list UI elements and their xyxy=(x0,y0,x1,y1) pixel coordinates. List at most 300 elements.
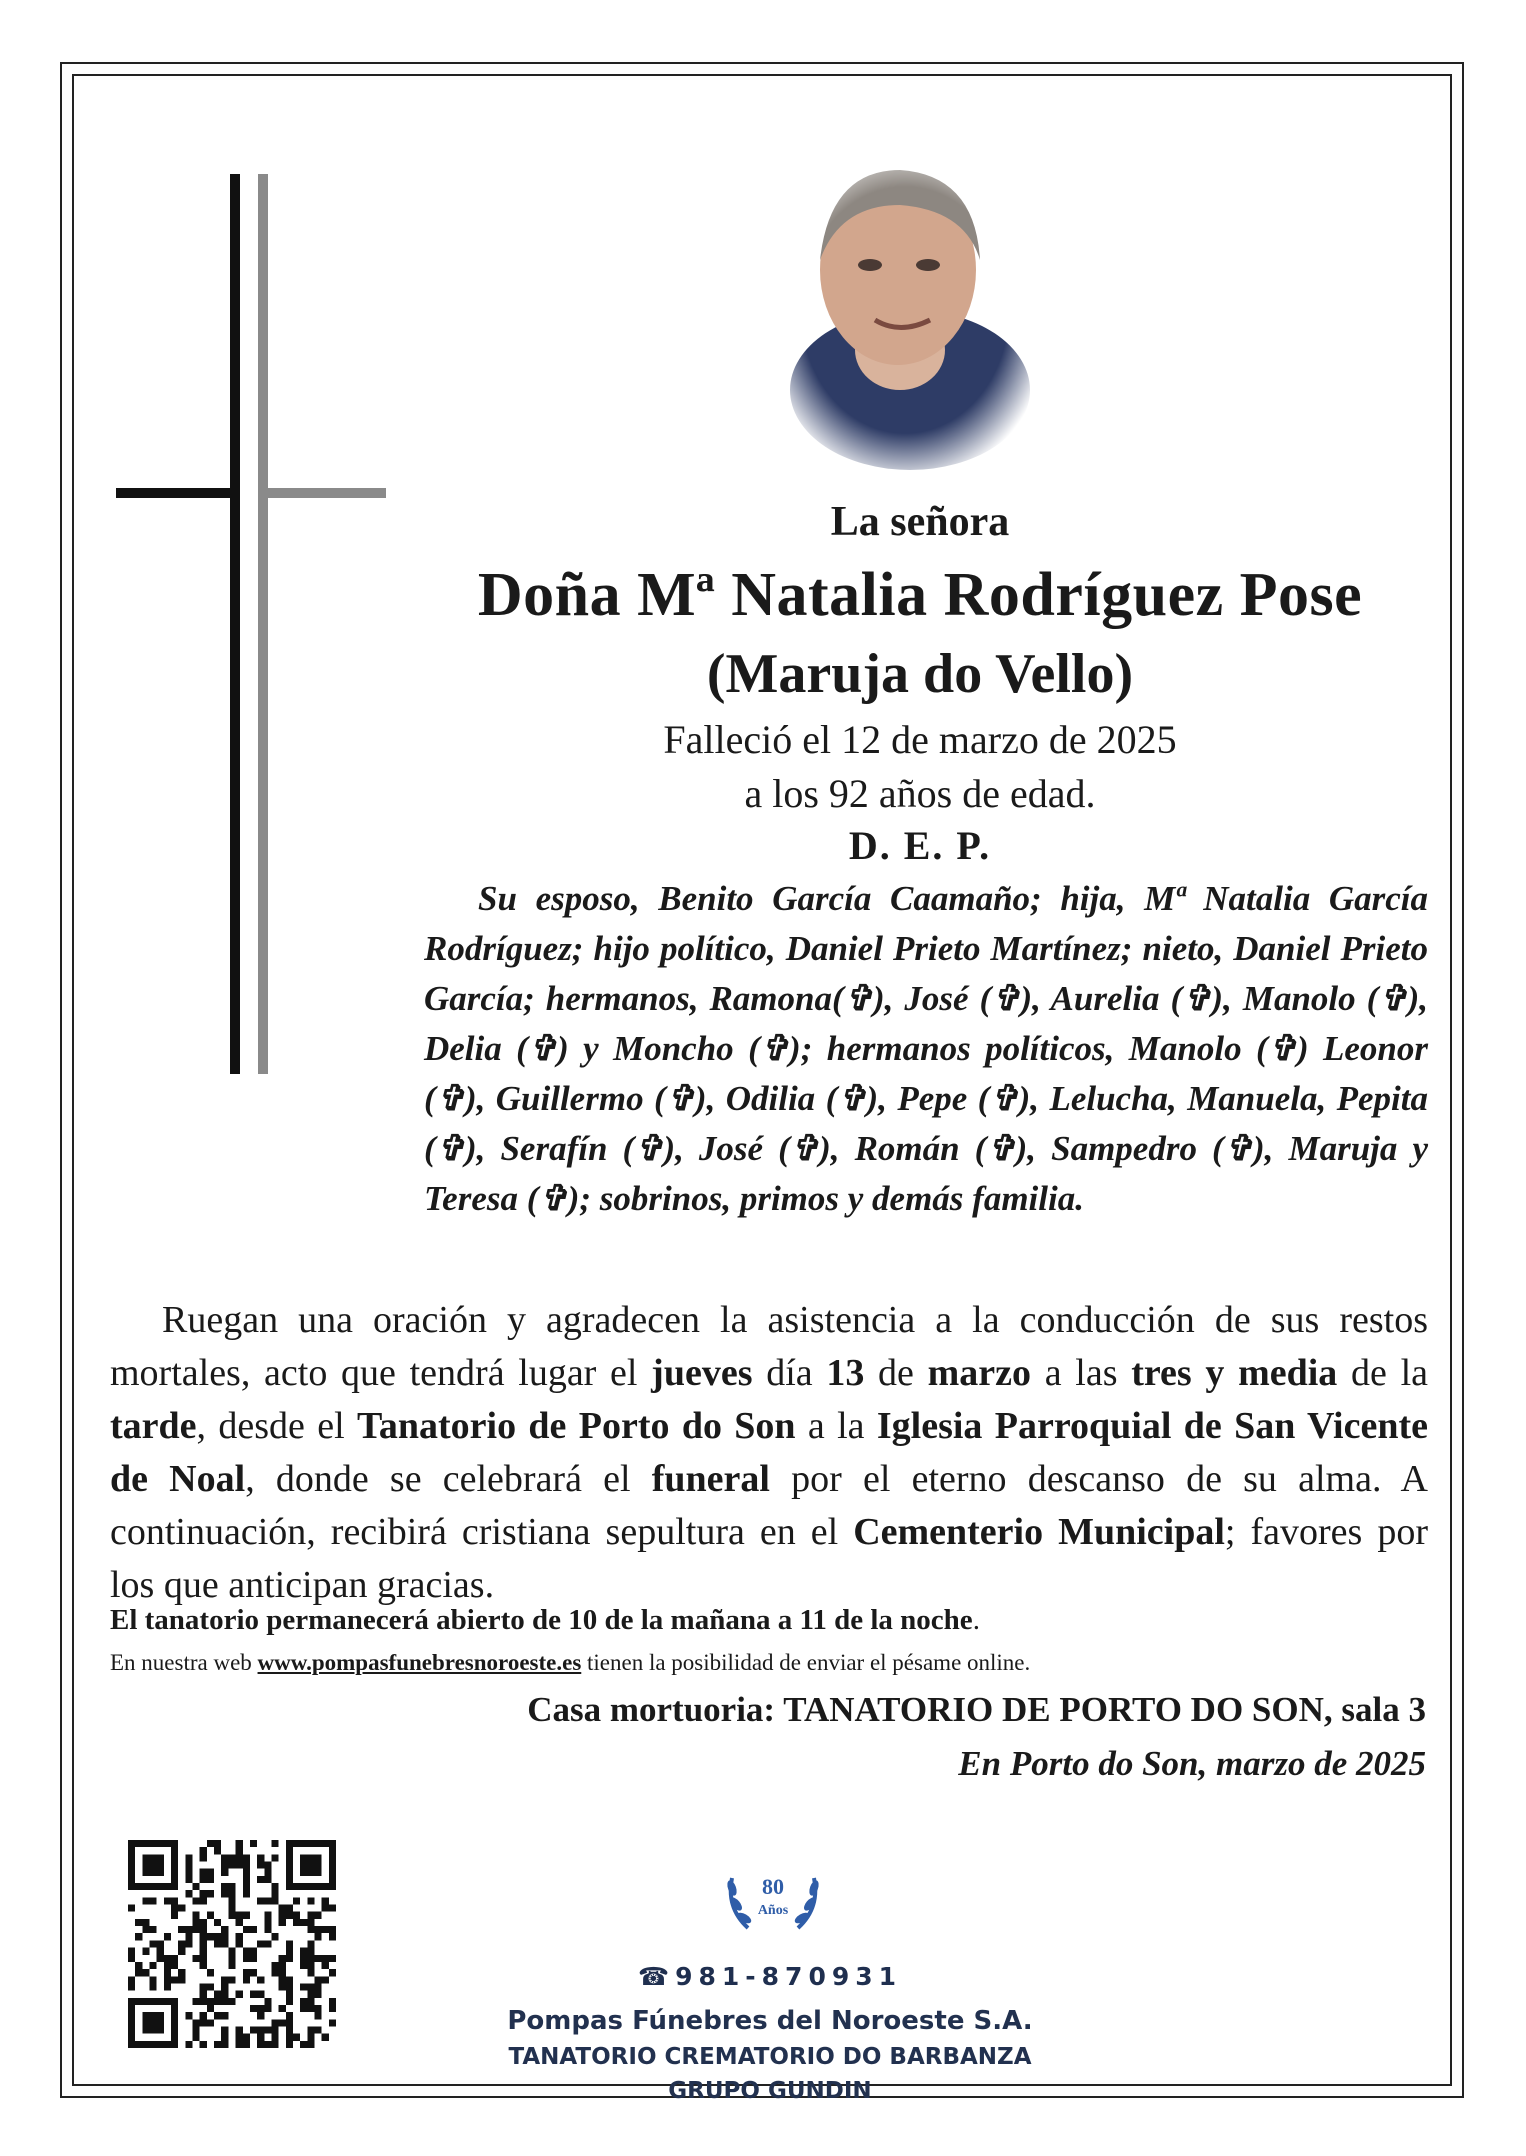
qr-module xyxy=(322,1962,329,1969)
qr-module xyxy=(142,1862,149,1869)
qr-module xyxy=(164,1976,171,1983)
qr-module xyxy=(171,2005,178,2012)
qr-module xyxy=(193,1883,200,1890)
qr-module xyxy=(185,1940,192,1947)
qr-module xyxy=(228,1905,235,1912)
death-date: Falleció el 12 de marzo de 2025 xyxy=(663,717,1177,762)
qr-module xyxy=(214,1847,221,1854)
qr-module xyxy=(236,1847,243,1854)
qr-module xyxy=(264,1926,271,1933)
qr-module xyxy=(157,2012,164,2019)
qr-module xyxy=(157,1883,164,1890)
qr-module xyxy=(300,1869,307,1876)
qr-module xyxy=(279,1919,286,1926)
qr-module xyxy=(271,1962,278,1969)
qr-module xyxy=(307,1998,314,2005)
bold-segment: tres y media xyxy=(1131,1352,1338,1394)
qr-module xyxy=(279,1962,286,1969)
qr-module xyxy=(257,1854,264,1861)
qr-module xyxy=(271,2034,278,2041)
qr-module xyxy=(221,2012,228,2019)
qr-module xyxy=(314,1869,321,1876)
qr-module xyxy=(236,1940,243,1947)
qr-module xyxy=(236,2034,243,2041)
qr-module xyxy=(250,2005,257,2012)
age-text: a los 92 años de edad. xyxy=(744,771,1096,816)
qr-module xyxy=(135,1998,142,2005)
qr-module xyxy=(293,1897,300,1904)
qr-module xyxy=(271,1933,278,1940)
qr-module xyxy=(207,1912,214,1919)
qr-module xyxy=(135,1919,142,1926)
qr-module xyxy=(329,1955,336,1962)
qr-module xyxy=(164,1840,171,1847)
qr-module xyxy=(228,1890,235,1897)
qr-module xyxy=(193,1955,200,1962)
qr-module xyxy=(250,1948,257,1955)
qr-module xyxy=(286,1847,293,1854)
qr-module xyxy=(293,1883,300,1890)
qr-module xyxy=(171,1998,178,2005)
qr-module xyxy=(128,1840,135,1847)
qr-module xyxy=(171,1876,178,1883)
opening-hours-text: El tanatorio permanecerá abierto de 10 de la mañana a 11 de la noche xyxy=(110,1604,973,1636)
qr-module xyxy=(200,1998,207,2005)
bold-segment: jueves xyxy=(651,1352,753,1394)
qr-module xyxy=(214,1919,221,1926)
qr-module xyxy=(150,1983,157,1990)
qr-module xyxy=(221,1890,228,1897)
qr-module xyxy=(128,1948,135,1955)
qr-module xyxy=(264,2026,271,2033)
qr-module xyxy=(221,1883,228,1890)
qr-module xyxy=(200,1948,207,1955)
qr-module xyxy=(243,2041,250,2048)
qr-module xyxy=(264,1862,271,1869)
qr-module xyxy=(171,2012,178,2019)
qr-module xyxy=(236,1912,243,1919)
qr-module xyxy=(307,1955,314,1962)
qr-module xyxy=(322,1926,329,1933)
qr-module xyxy=(164,1897,171,1904)
qr-module xyxy=(322,1840,329,1847)
qr-module xyxy=(250,2026,257,2033)
qr-module xyxy=(142,1854,149,1861)
qr-module xyxy=(236,1854,243,1861)
qr-module xyxy=(200,2012,207,2019)
qr-module xyxy=(221,1854,228,1861)
qr-module xyxy=(207,1933,214,1940)
qr-module xyxy=(307,1883,314,1890)
qr-module xyxy=(200,2019,207,2026)
qr-module xyxy=(171,1897,178,1904)
qr-module xyxy=(171,2026,178,2033)
qr-module xyxy=(193,1926,200,1933)
qr-module xyxy=(135,1933,142,1940)
qr-module xyxy=(300,1862,307,1869)
text-segment: , desde el xyxy=(196,1405,357,1447)
qr-module xyxy=(314,1854,321,1861)
qr-module xyxy=(307,1912,314,1919)
qr-module xyxy=(142,1998,149,2005)
rip-text: D. E. P. xyxy=(848,823,992,868)
qr-module xyxy=(257,2041,264,2048)
qr-module xyxy=(271,1840,278,1847)
qr-module xyxy=(264,1998,271,2005)
qr-module xyxy=(164,1962,171,1969)
qr-module xyxy=(329,1926,336,1933)
qr-module xyxy=(286,2041,293,2048)
qr-module xyxy=(171,1962,178,1969)
qr-module xyxy=(314,1840,321,1847)
qr-module xyxy=(185,1854,192,1861)
text-segment: por el eterno descanso de su alma. A continuación, recibirá cristiana sepultura en el xyxy=(110,1458,1428,1553)
qr-module xyxy=(178,1940,185,1947)
qr-module xyxy=(236,1991,243,1998)
qr-module xyxy=(193,2026,200,2033)
qr-module xyxy=(142,2019,149,2026)
qr-module xyxy=(300,1854,307,1861)
qr-module xyxy=(257,1940,264,1947)
qr-module xyxy=(243,1976,250,1983)
qr-module xyxy=(193,1919,200,1926)
phone-text: 981-870931 xyxy=(675,1962,903,1991)
bold-segment: Tanatorio de Porto do Son xyxy=(357,1405,796,1447)
qr-module xyxy=(293,2034,300,2041)
qr-module xyxy=(264,1940,271,1947)
bold-segment: Cementerio Municipal xyxy=(853,1511,1225,1553)
qr-module xyxy=(271,1890,278,1897)
qr-module xyxy=(322,1883,329,1890)
qr-module xyxy=(142,1948,149,1955)
qr-module xyxy=(314,1933,321,1940)
qr-module xyxy=(307,1869,314,1876)
qr-module xyxy=(228,1976,235,1983)
qr-module xyxy=(257,2034,264,2041)
qr-module xyxy=(128,2034,135,2041)
qr-module xyxy=(307,2026,314,2033)
qr-module xyxy=(271,1969,278,1976)
qr-module xyxy=(329,1847,336,1854)
qr-module xyxy=(286,2034,293,2041)
qr-module xyxy=(200,1919,207,1926)
qr-module xyxy=(236,1840,243,1847)
qr-module xyxy=(322,1905,329,1912)
qr-module xyxy=(221,2026,228,2033)
bold-segment: marzo xyxy=(927,1352,1031,1394)
qr-module xyxy=(307,1862,314,1869)
qr-module xyxy=(307,1948,314,1955)
qr-module xyxy=(243,1926,250,1933)
qr-module xyxy=(286,1883,293,1890)
qr-module xyxy=(314,1983,321,1990)
qr-module xyxy=(142,1840,149,1847)
qr-module xyxy=(314,2026,321,2033)
qr-module xyxy=(286,2026,293,2033)
qr-module xyxy=(257,2005,264,2012)
web-post-text: tienen la posibilidad de enviar el pésame online. xyxy=(581,1650,1031,1675)
qr-module xyxy=(286,1869,293,1876)
qr-module xyxy=(200,1933,207,1940)
qr-module xyxy=(142,1883,149,1890)
qr-module xyxy=(264,2041,271,2048)
opening-hours-period: . xyxy=(972,1604,980,1636)
bold-segment: funeral xyxy=(651,1458,770,1500)
qr-module xyxy=(293,1840,300,1847)
text-segment: , donde se celebrará el xyxy=(245,1458,652,1500)
qr-module xyxy=(171,1905,178,1912)
qr-module xyxy=(221,1933,228,1940)
qr-module xyxy=(279,1905,286,1912)
qr-module xyxy=(200,1955,207,1962)
text-segment: de xyxy=(864,1352,928,1394)
qr-module xyxy=(150,1840,157,1847)
qr-module xyxy=(221,1926,228,1933)
qr-module xyxy=(171,2041,178,2048)
qr-module xyxy=(157,1840,164,1847)
qr-module xyxy=(157,1862,164,1869)
qr-module xyxy=(257,1876,264,1883)
qr-module xyxy=(207,1876,214,1883)
qr-module xyxy=(128,2012,135,2019)
bold-segment: tarde xyxy=(110,1405,197,1447)
qr-module xyxy=(150,2019,157,2026)
qr-module xyxy=(314,1883,321,1890)
qr-module xyxy=(264,1919,271,1926)
qr-module xyxy=(128,2026,135,2033)
qr-module xyxy=(286,1840,293,1847)
qr-module xyxy=(178,1905,185,1912)
qr-module xyxy=(171,1955,178,1962)
qr-module xyxy=(171,1883,178,1890)
qr-module xyxy=(157,1940,164,1947)
qr-module xyxy=(128,1998,135,2005)
qr-module xyxy=(314,1926,321,1933)
qr-module xyxy=(286,1862,293,1869)
anniversary-seal-icon xyxy=(718,1838,828,1948)
qr-module xyxy=(185,1869,192,1876)
website-link[interactable]: www.pompasfunebresnoroeste.es xyxy=(257,1650,582,1675)
qr-module xyxy=(150,2026,157,2033)
qr-module xyxy=(329,1869,336,1876)
qr-module xyxy=(200,1869,207,1876)
qr-module xyxy=(228,1897,235,1904)
qr-module xyxy=(329,1854,336,1861)
qr-module xyxy=(221,1869,228,1876)
qr-module xyxy=(128,1869,135,1876)
qr-module xyxy=(128,1983,135,1990)
qr-module xyxy=(257,1862,264,1869)
qr-module xyxy=(228,1862,235,1869)
qr-module xyxy=(200,1926,207,1933)
qr-module xyxy=(200,1847,207,1854)
qr-module xyxy=(243,1883,250,1890)
qr-module xyxy=(307,2005,314,2012)
qr-module xyxy=(264,2005,271,2012)
web-condolence-line xyxy=(110,1650,1428,1676)
qr-module xyxy=(164,1933,171,1940)
qr-module xyxy=(286,2012,293,2019)
qr-module xyxy=(329,1969,336,1976)
qr-module xyxy=(286,1912,293,1919)
qr-module xyxy=(329,1840,336,1847)
qr-module xyxy=(286,1940,293,1947)
qr-module xyxy=(157,1948,164,1955)
qr-module xyxy=(200,1890,207,1897)
qr-module xyxy=(150,2012,157,2019)
qr-module xyxy=(264,1876,271,1883)
qr-module xyxy=(150,1854,157,1861)
place-and-date: En Porto do Son, marzo de 2025 xyxy=(958,1744,1426,1783)
qr-module xyxy=(150,1976,157,1983)
qr-module xyxy=(307,1940,314,1947)
qr-module xyxy=(157,1955,164,1962)
qr-module xyxy=(157,1854,164,1861)
qr-module xyxy=(185,1890,192,1897)
qr-module xyxy=(207,1983,214,1990)
qr-module xyxy=(221,2034,228,2041)
text-segment: de la xyxy=(1337,1352,1428,1394)
qr-module xyxy=(250,1926,257,1933)
qr-module xyxy=(243,2034,250,2041)
qr-module xyxy=(286,1876,293,1883)
qr-module xyxy=(257,2026,264,2033)
qr-module xyxy=(279,2019,286,2026)
funeral-home-location: Casa mortuoria: TANATORIO DE PORTO DO SON, sala 3 xyxy=(527,1690,1426,1729)
qr-module xyxy=(322,1897,329,1904)
qr-module xyxy=(307,1840,314,1847)
qr-module xyxy=(128,1862,135,1869)
qr-module xyxy=(157,2026,164,2033)
qr-module xyxy=(171,1912,178,1919)
qr-module xyxy=(128,1847,135,1854)
qr-module xyxy=(193,1912,200,1919)
qr-module xyxy=(185,1876,192,1883)
phone-icon: ☎ xyxy=(637,1962,670,1991)
qr-module xyxy=(300,1962,307,1969)
qr-module xyxy=(214,1998,221,2005)
qr-module xyxy=(164,1955,171,1962)
text-segment: a las xyxy=(1031,1352,1132,1394)
qr-module xyxy=(193,1897,200,1904)
qr-module xyxy=(150,1940,157,1947)
qr-module xyxy=(257,1991,264,1998)
qr-module xyxy=(150,1926,157,1933)
qr-module xyxy=(228,1998,235,2005)
qr-module xyxy=(221,2041,228,2048)
qr-module xyxy=(279,1976,286,1983)
qr-module xyxy=(157,1869,164,1876)
cross-icon xyxy=(116,174,386,1074)
seal-number: 80 xyxy=(762,1874,784,1899)
qr-module xyxy=(286,1948,293,1955)
qr-module xyxy=(300,2041,307,2048)
qr-module xyxy=(135,1883,142,1890)
qr-module xyxy=(150,1897,157,1904)
qr-module xyxy=(286,1976,293,1983)
qr-module xyxy=(171,1840,178,1847)
qr-module xyxy=(200,1991,207,1998)
qr-module xyxy=(329,1883,336,1890)
qr-module xyxy=(314,2005,321,2012)
qr-module xyxy=(307,1854,314,1861)
qr-module xyxy=(300,1883,307,1890)
qr-module xyxy=(207,1840,214,1847)
qr-module xyxy=(207,1869,214,1876)
qr-module xyxy=(200,2041,207,2048)
qr-module xyxy=(185,1926,192,1933)
text-segment: Ruegan una oración y agradecen la asistencia a la conducción de sus restos mortales, acto que tendrá lugar el xyxy=(110,1299,1428,1394)
qr-module xyxy=(128,1883,135,1890)
qr-module xyxy=(300,1948,307,1955)
deceased-name: Doña Mª Natalia Rodríguez Pose xyxy=(477,561,1363,629)
intro-text: La señora xyxy=(830,499,1010,545)
qr-module xyxy=(279,1983,286,1990)
qr-module xyxy=(193,2019,200,2026)
qr-module xyxy=(279,2005,286,2012)
qr-module xyxy=(286,1955,293,1962)
qr-module xyxy=(236,2041,243,2048)
qr-module xyxy=(271,2026,278,2033)
qr-module xyxy=(128,1876,135,1883)
bold-segment: Iglesia Parroquial de San Vicente de Noal xyxy=(110,1405,1428,1500)
qr-module xyxy=(185,2041,192,2048)
qr-module xyxy=(142,1869,149,1876)
opening-hours xyxy=(110,1604,1428,1637)
qr-module xyxy=(128,2005,135,2012)
qr-module xyxy=(314,1955,321,1962)
qr-module xyxy=(307,1991,314,1998)
qr-module xyxy=(322,1976,329,1983)
qr-module xyxy=(207,2019,214,2026)
qr-module xyxy=(307,1926,314,1933)
qr-module xyxy=(214,1840,221,1847)
qr-module xyxy=(329,2005,336,2012)
group-name: GRUPO GUNDIN xyxy=(668,2078,872,2104)
qr-module xyxy=(250,1955,257,1962)
qr-module xyxy=(300,1998,307,2005)
qr-module xyxy=(243,1862,250,1869)
qr-module xyxy=(293,1912,300,1919)
phone-number[interactable] xyxy=(470,1962,1070,1991)
qr-module xyxy=(193,1998,200,2005)
qr-module xyxy=(264,1869,271,1876)
qr-module xyxy=(307,2041,314,2048)
text-segment: a la xyxy=(795,1405,877,1447)
qr-module xyxy=(271,1897,278,1904)
qr-module xyxy=(200,1854,207,1861)
qr-module xyxy=(150,1883,157,1890)
qr-module xyxy=(135,1969,142,1976)
qr-module xyxy=(200,1962,207,1969)
qr-module xyxy=(243,1876,250,1883)
qr-code[interactable] xyxy=(128,1840,336,2048)
qr-module xyxy=(236,1919,243,1926)
qr-module xyxy=(300,1983,307,1990)
qr-module xyxy=(228,1955,235,1962)
qr-module xyxy=(142,1897,149,1904)
family-list: Su esposo, Benito García Caamaño; hija, Mª Natalia García Rodríguez; hijo político, Daniel Prieto Martínez; nieto, Daniel Prieto García; hermanos, Ramona(✞), José (✞), Aurelia (✞), Manolo (✞), Delia (✞) y Moncho (✞); hermanos políticos, Manolo (✞) Leonor (✞), Guillermo (✞), Odilia (✞), Pepe (✞), Lelucha, Manuela, Pepita (✞), Serafín (✞), José (✞), Román (✞), Sampedro (✞), Maruja y Teresa (✞); sobrinos, primos y demás familia. xyxy=(424,879,1428,1218)
qr-module xyxy=(214,1991,221,1998)
qr-module xyxy=(264,1912,271,1919)
qr-module xyxy=(271,1883,278,1890)
qr-module xyxy=(314,1912,321,1919)
qr-module xyxy=(164,1983,171,1990)
qr-module xyxy=(329,1998,336,2005)
qr-module xyxy=(178,1926,185,1933)
qr-module xyxy=(164,1969,171,1976)
qr-module xyxy=(221,1862,228,1869)
